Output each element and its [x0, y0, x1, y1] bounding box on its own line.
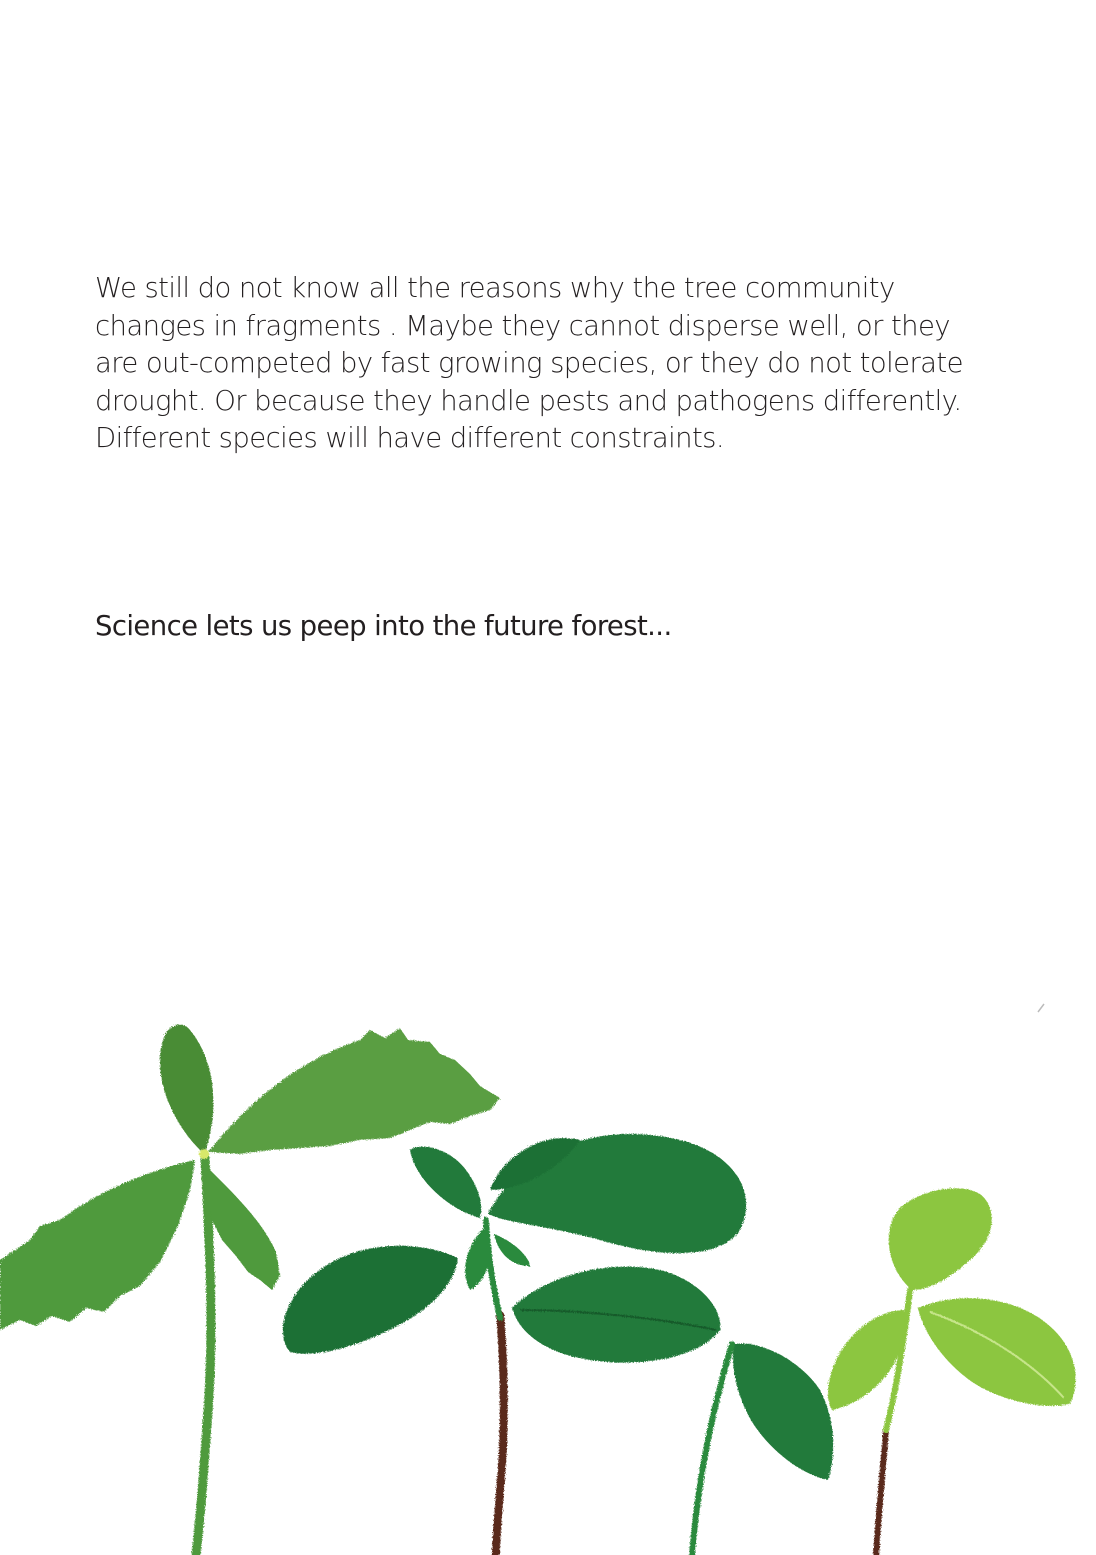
paragraph-line: are out-competed by fast growing species, or they do not tolerate	[95, 347, 963, 379]
paragraph-line: Different species will have different constraints.	[95, 422, 725, 454]
middle-leaf-center	[465, 1226, 490, 1290]
right-leaf-right	[918, 1298, 1076, 1406]
middle-leaf-left	[283, 1246, 458, 1354]
middle-leaf-center-right	[494, 1234, 530, 1266]
left-seedling-stem	[196, 1158, 211, 1555]
middle-seedling-stem-brown	[496, 1315, 504, 1555]
seedlings-illustration	[0, 990, 1096, 1555]
paragraph-line: changes in fragments . Maybe they cannot disperse well, or they	[95, 309, 950, 342]
middle-leaf-small-top	[410, 1147, 481, 1218]
left-leaf-lower	[204, 1168, 280, 1290]
middle-seedling-stem-right	[692, 1344, 732, 1555]
right-leaf-top	[889, 1188, 992, 1290]
left-seedling-node	[199, 1149, 209, 1159]
paragraph-line: We still do not know all the reasons why the tree community	[95, 272, 895, 304]
middle-seedling	[283, 1134, 833, 1555]
right-seedling	[828, 1188, 1076, 1555]
stray-mark	[1038, 1004, 1044, 1012]
closing-line: Science lets us peep into the future forest...	[95, 610, 672, 642]
body-paragraph	[95, 270, 995, 458]
left-leaf-left	[0, 1160, 195, 1330]
left-leaf-top	[160, 1025, 214, 1152]
right-seedling-stem-brown	[876, 1430, 886, 1555]
paragraph-line: drought. Or because they handle pests and pathogens differently.	[95, 384, 962, 417]
middle-leaf-far-right	[733, 1343, 833, 1480]
left-leaf-right	[208, 1028, 500, 1154]
